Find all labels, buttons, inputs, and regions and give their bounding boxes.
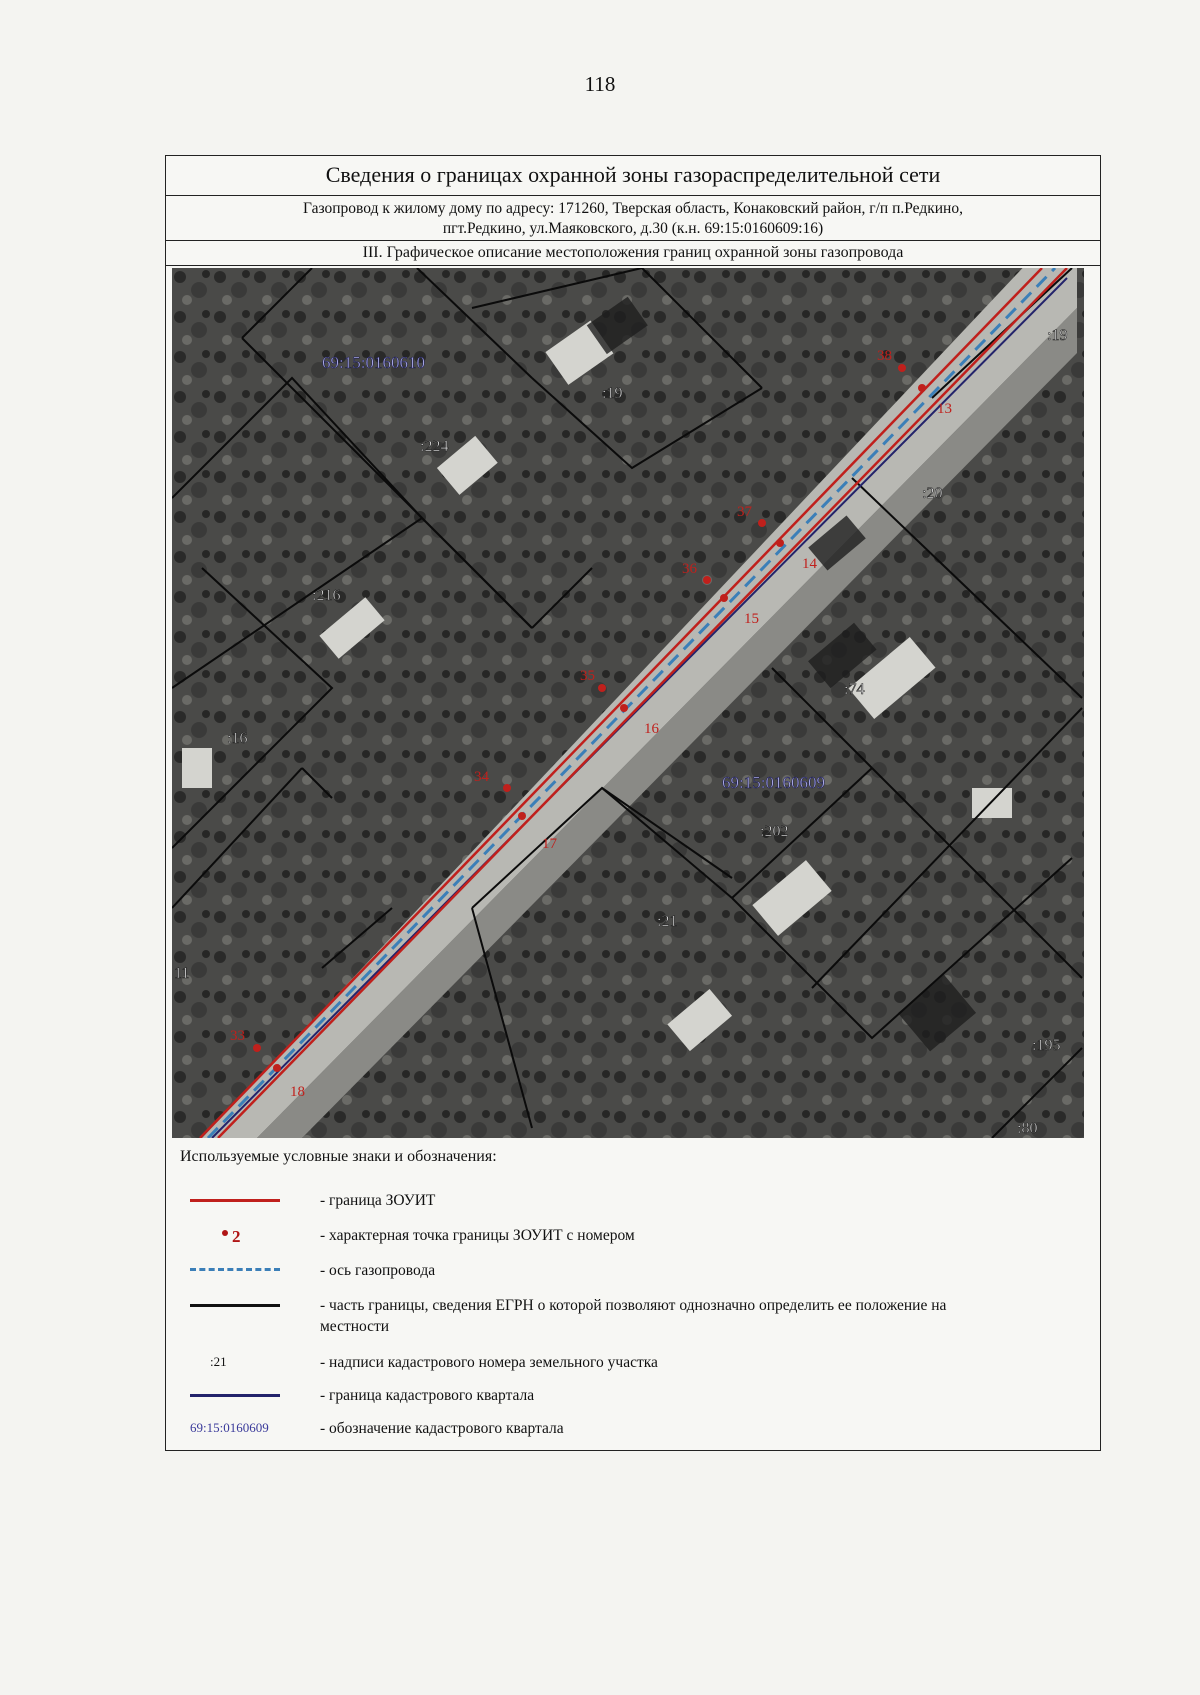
- page-number: 118: [584, 72, 616, 96]
- red-line-symbol: [190, 1199, 280, 1202]
- parcel-label-80: :80: [1017, 1120, 1038, 1137]
- legend-text: - граница кадастрового квартала: [320, 1387, 535, 1404]
- point-label-34: 34: [474, 769, 489, 785]
- point-label-18: 18: [290, 1084, 305, 1100]
- map-canvas: [172, 268, 1084, 1138]
- address-line-1: Газопровод к жилому дому по адресу: 171260, Тверская область, Конаковский район, г/п п.Редкино,: [303, 200, 963, 217]
- point-label-33: 33: [230, 1028, 245, 1044]
- parcel-label-19-b: :19: [1047, 327, 1068, 344]
- quarter-label-0160609: 69:15:0160609: [722, 773, 825, 792]
- legend-item-zone-boundary: [180, 1186, 1080, 1216]
- quarter-label-symbol: 69:15:0160609: [190, 1420, 269, 1435]
- point-label-15: 15: [744, 611, 759, 627]
- blue-dashed-line-symbol: [190, 1268, 280, 1271]
- navy-line-symbol: [190, 1394, 280, 1397]
- parcel-label-21: :21: [657, 913, 678, 930]
- object-address: [166, 196, 1100, 241]
- parcel-label-11: 11: [174, 965, 190, 982]
- point-label-36: 36: [682, 561, 697, 577]
- point-label-13: 13: [937, 401, 952, 417]
- legend-text: - надписи кадастрового номера земельного участка: [320, 1354, 658, 1371]
- point-label-37: 37: [737, 504, 752, 520]
- parcel-label-195: :195: [1032, 1037, 1061, 1054]
- section-title: III. Графическое описание местоположения границ охранной зоны газопровода: [166, 241, 1100, 266]
- legend-text: - граница ЗОУИТ: [320, 1192, 436, 1209]
- legend-text: - характерная точка границы ЗОУИТ с номером: [320, 1227, 635, 1244]
- legend-item-quarter-boundary: [180, 1381, 1080, 1411]
- document-frame: [165, 155, 1101, 1451]
- legend-title: Используемые условные знаки и обозначения:: [180, 1148, 497, 1165]
- legend-item-quarter-label: [180, 1414, 1080, 1444]
- point-label-38: 38: [877, 348, 892, 364]
- point-label-35: 35: [580, 668, 595, 684]
- point-label-17: 17: [542, 836, 557, 852]
- legend-item-boundary-point: [180, 1221, 1080, 1251]
- parcel-label-216: :216: [312, 587, 341, 604]
- legend-item-pipeline-axis: [180, 1256, 1080, 1286]
- quarter-label-0160610: 69:15:0160610: [322, 353, 425, 372]
- parcel-label-74: :74: [844, 681, 865, 698]
- address-line-2: пгт.Редкино, ул.Маяковского, д.30 (к.н. 69:15:0160609:16): [442, 220, 824, 237]
- parcel-label-symbol: :21: [210, 1354, 227, 1369]
- legend-text: - обозначение кадастрового квартала: [320, 1420, 564, 1437]
- document-title: Сведения о границах охранной зоны газораспределительной сети: [166, 156, 1100, 196]
- legend-text: - ось газопровода: [320, 1262, 436, 1279]
- legend-item-egrn-boundary: [180, 1291, 1080, 1341]
- point-label-16: 16: [644, 721, 659, 737]
- point-label-14: 14: [802, 556, 817, 572]
- black-line-symbol: [190, 1304, 280, 1307]
- red-point-symbol: 2: [222, 1227, 241, 1247]
- parcel-label-224: :224: [420, 438, 449, 455]
- parcel-label-19-a: :19: [602, 385, 623, 402]
- parcel-label-202: :202: [760, 823, 789, 840]
- parcel-label-16: :16: [227, 730, 248, 747]
- legend-item-parcel-label: [180, 1348, 1080, 1378]
- parcel-label-20: :20: [922, 485, 943, 502]
- legend-text: - часть границы, сведения ЕГРН о которой позволяют однозначно определить ее положение на местности: [320, 1297, 947, 1335]
- aerial-map[interactable]: [172, 268, 1084, 1138]
